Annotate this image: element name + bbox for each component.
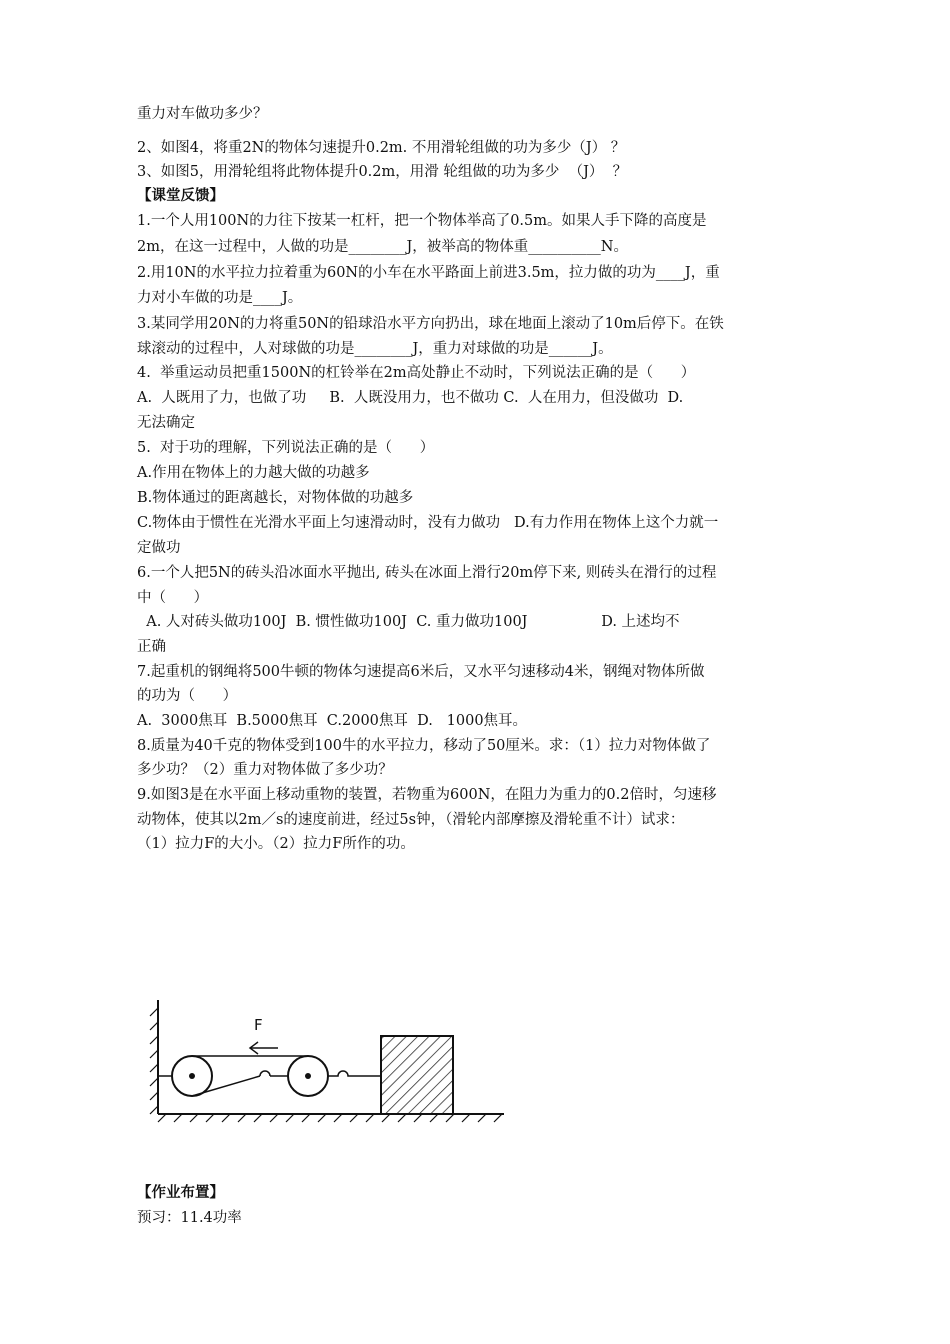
force-arrow (250, 1042, 278, 1054)
ground (158, 1114, 504, 1122)
text-line: 2.用10N的水平拉力拉着重为60N的小车在水平路面上前进3.5m，拉力做的功为____J，重 (137, 265, 720, 281)
text-line: 1.一个人用100N的力往下按某一杠杆，把一个物体举高了0.5m。如果人手下降的高度是 (137, 213, 707, 229)
section-heading: 【作业布置】 (137, 1185, 224, 1201)
text-line: 球滚动的过程中，人对球做的功是________J，重力对球做的功是______J。 (137, 341, 613, 357)
text-line: 2m，在这一过程中，人做的功是________J，被举高的物体重__________N。 (137, 239, 628, 255)
block (381, 1036, 453, 1114)
pulley-diagram (148, 1000, 518, 1130)
text-line: 多少功？（2）重力对物体做了多少功？ (137, 762, 393, 778)
text-line: 力对小车做的功是____J。 (137, 290, 303, 306)
text-line: A. 人既用了力，也做了功 B. 人既没用力，也不做功 C. 人在用力，但没做功 D. (137, 390, 684, 406)
rope (328, 1071, 380, 1076)
text-line: （1）拉力F的大小。（2）拉力F所作的功。 (137, 836, 415, 852)
pulley-left (172, 1056, 212, 1096)
text-line: 7.起重机的钢绳将500牛顿的物体匀速提高6米后，又水平匀速移动4米，钢绳对物体所做 (137, 664, 705, 680)
hook (260, 1071, 270, 1076)
text-line: 定做功 (137, 540, 181, 556)
force-label: F (254, 1016, 263, 1034)
text-line: 的功为（ ） (137, 688, 238, 704)
text-line: 3、如图5，用滑轮组将此物体提升0.2m，用滑 轮组做的功为多少 （J） ？ (137, 164, 628, 180)
section-heading: 【课堂反馈】 (137, 188, 224, 204)
text-line: 4. 举重运动员把重1500N的杠铃举在2m高处静止不动时，下列说法正确的是（ ） (137, 365, 696, 381)
text-line: C.物体由于惯性在光滑水平面上匀速滑动时，没有力做功 D.有力作用在物体上这个力就一 (137, 515, 719, 531)
text-line: 6.一个人把5N的砖头沿冰面水平抛出, 砖头在冰面上滑行20m停下来, 则砖头在滑行的过程 (137, 565, 717, 581)
text-line: 9.如图3是在水平面上移动重物的装置，若物重为600N，在阻力为重力的0.2倍时，匀速移 (137, 787, 717, 803)
text-line: 2、如图4，将重2N的物体匀速提升0.2m. 不用滑轮组做的功为多少（J） ？ (137, 140, 626, 156)
text-line: A. 3000焦耳 B.5000焦耳 C.2000焦耳 D. 1000焦耳。 (137, 713, 528, 729)
rope (192, 1076, 260, 1096)
text-line: A. 人对砖头做功100J B. 惯性做功100J C. 重力做功100J D. 上述均不 (137, 614, 680, 630)
wall (150, 1000, 158, 1114)
text-line: 无法确定 (137, 415, 195, 431)
text-line: 动物体，使其以2m／s的速度前进，经过5s钟，（滑轮内部摩擦及滑轮重不计）试求： (137, 812, 685, 828)
text-line: B.物体通过的距离越长，对物体做的功越多 (137, 490, 414, 506)
text-line: A.作用在物体上的力越大做的功越多 (137, 465, 370, 481)
text-line: 8.质量为40千克的物体受到100牛的水平拉力，移动了50厘米。求：（1）拉力对物体做了 (137, 738, 711, 754)
text-line: 预习：11.4功率 (137, 1210, 242, 1226)
text-line: 3.某同学用20N的力将重50N的铅球沿水平方向扔出，球在地面上滚动了10m后停下。在铁 (137, 316, 724, 332)
text-line: 正确 (137, 639, 166, 655)
text-line: 中（ ） (137, 590, 209, 606)
text-line: 重力对车做功多少？ (137, 106, 268, 122)
text-line: 5. 对于功的理解，下列说法正确的是（ ） (137, 440, 435, 456)
pulley-right (288, 1056, 328, 1096)
